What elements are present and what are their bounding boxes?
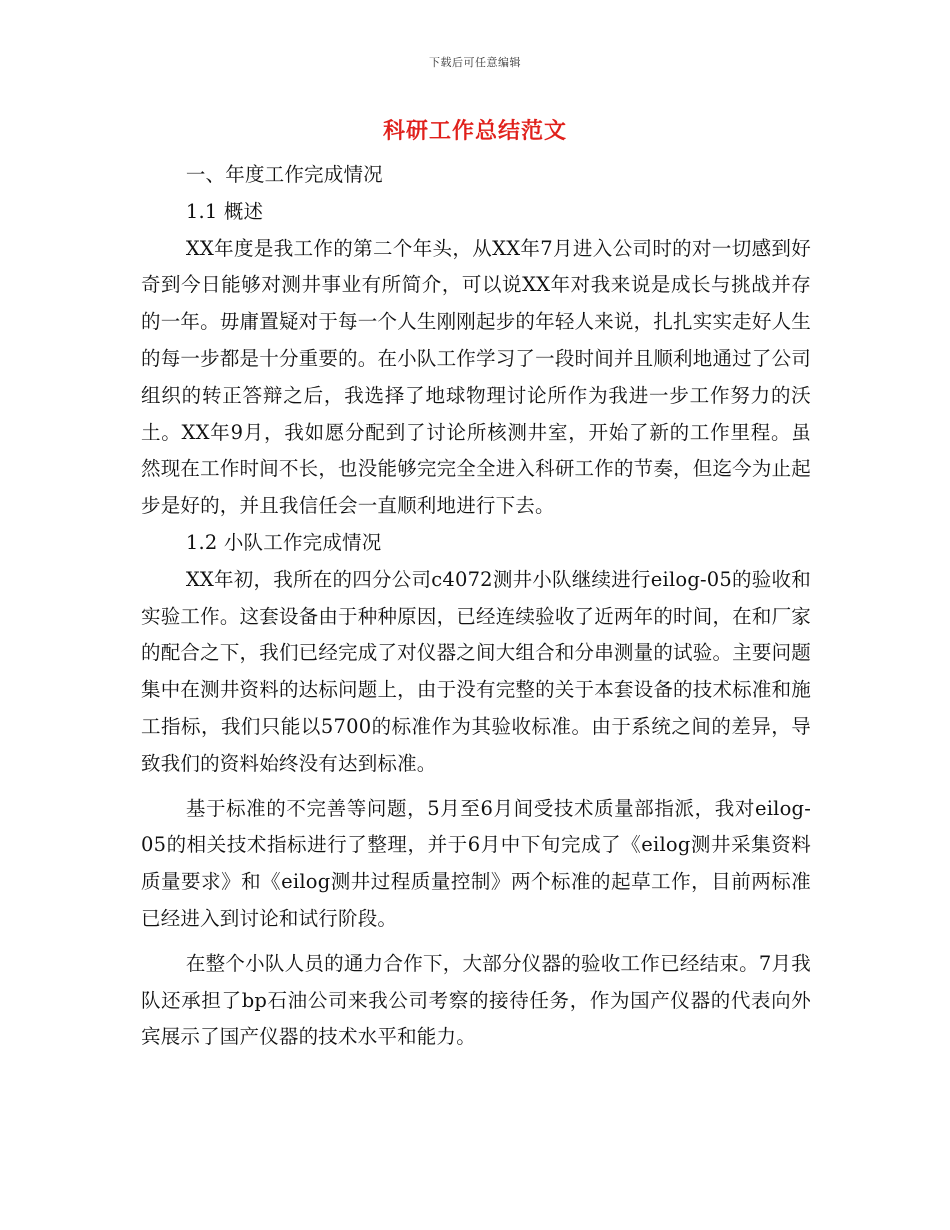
- section-1-2-paragraph-1: XX年初，我所在的四分公司c4072测井小队继续进行eilog-05的验收和实验工作。这套设备由于种种原因，已经连续验收了近两年的时间，在和厂家的配合之下，我们已经完成了对仪器之间大组合和分串测量的试验。主要问题集中在测井资料的达标问题上，由于没有完整的关于本套设备的技术标准和施工指标，我们只能以5700的标准作为其验收标准。由于系统之间的差异，导致我们的资料始终没有达到标准。: [141, 567, 811, 775]
- section-1-2-paragraph-2: 基于标准的不完善等问题，5月至6月间受技术质量部指派，我对eilog-05的相关技术指标进行了整理，并于6月中下旬完成了《eilog测井采集资料质量要求》和《eilog测井过程质量控制》两个标准的起草工作，目前两标准已经进入到讨论和试行阶段。: [141, 796, 811, 930]
- document-body: [141, 157, 811, 1056]
- document-title: 科研工作总结范文: [382, 119, 567, 144]
- section-1-2-paragraph-3: 在整个小队人员的通力合作下，大部分仪器的验收工作已经结束。7月我队还承担了bp石油公司来我公司考察的接待任务，作为国产仪器的代表向外宾展示了国产仪器的技术水平和能力。: [141, 951, 811, 1049]
- page-header-note: 下载后可任意编辑: [429, 56, 521, 69]
- section-1-1-paragraph: XX年度是我工作的第二个年头，从XX年7月进入公司时的对一切感到好奇到今日能够对测井事业有所简介，可以说XX年对我来说是成长与挑战并存的一年。毋庸置疑对于每一个人生刚刚起步的年轻人来说，扎扎实实走好人生的每一步都是十分重要的。在小队工作学习了一段时间并且顺利地通过了公司组织的转正答辩之后，我选择了地球物理讨论所作为我进一步工作努力的沃土。XX年9月，我如愿分配到了讨论所核测井室，开始了新的工作里程。虽然现在工作时间不长，也没能够完完全全进入科研工作的节奏，但迄今为止起步是好的，并且我信任会一直顺利地进行下去。: [141, 236, 811, 518]
- section-1-heading: 一、年度工作完成情况: [185, 163, 383, 186]
- section-1-2-heading: 1.2 小队工作完成情况: [185, 530, 382, 554]
- section-1-1-heading: 1.1 概述: [185, 199, 264, 223]
